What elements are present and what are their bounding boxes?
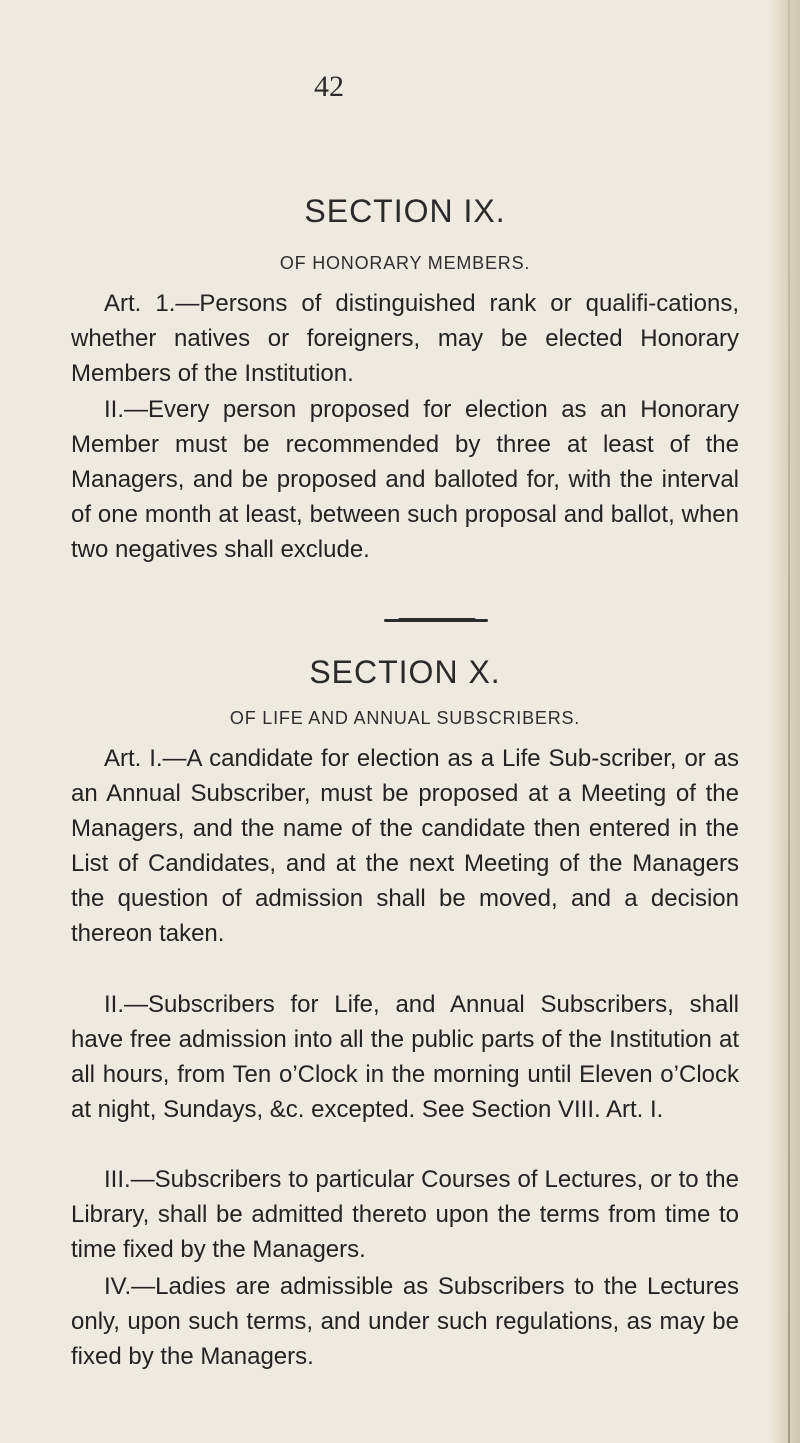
section-ix-subtitle: OF HONORARY MEMBERS. (279, 253, 531, 273)
section-x-title: SECTION X. (309, 654, 501, 690)
section-x-article-4: IV.—Ladies are admissible as Subscribers to the Lectures only, upon such terms, and under such regulations, as may be fixed by the Managers. (71, 1273, 739, 1370)
section-ix-article-1: Art. 1.—Persons of distinguished rank or qualifi-cations, whether natives or foreigners, may be elected Honorary Members of the Institution. (71, 290, 739, 387)
divider-right-taper (474, 619, 488, 622)
section-x-subtitle: OF LIFE AND ANNUAL SUBSCRIBERS. (229, 708, 581, 728)
section-ix-article-2: II.—Every person proposed for election as an Honorary Member must be recommended by three at least of the Managers, and be proposed and balloted for, with the interval of one month at least, between such proposal and ballot, when two negatives shall exclude. (71, 396, 739, 563)
section-divider (384, 618, 488, 622)
page-number: 42 (314, 70, 344, 103)
page-edge-line (788, 0, 790, 1443)
divider-rule (398, 618, 476, 622)
section-ix-title: SECTION IX. (304, 193, 506, 229)
page-edge (770, 0, 800, 1443)
section-x-article-3: III.—Subscribers to particular Courses of Lectures, or to the Library, shall be admitted thereto upon the terms from time to time fixed by the Managers. (71, 1166, 739, 1263)
section-x-article-2: II.—Subscribers for Life, and Annual Subscribers, shall have free admission into all the public parts of the Institution at all hours, from Ten o’Clock in the morning until Eleven o’Clock at night, Sundays, &c. excepted. See Section VIII. Art. I. (71, 991, 739, 1123)
section-x-article-1: Art. I.—A candidate for election as a Life Sub-scriber, or as an Annual Subscriber, must be proposed at a Meeting of the Managers, and the name of the candidate then entered in the List of Candidates, and at the next Meeting of the Managers the question of admission shall be moved, and a decision thereon taken. (71, 745, 739, 947)
